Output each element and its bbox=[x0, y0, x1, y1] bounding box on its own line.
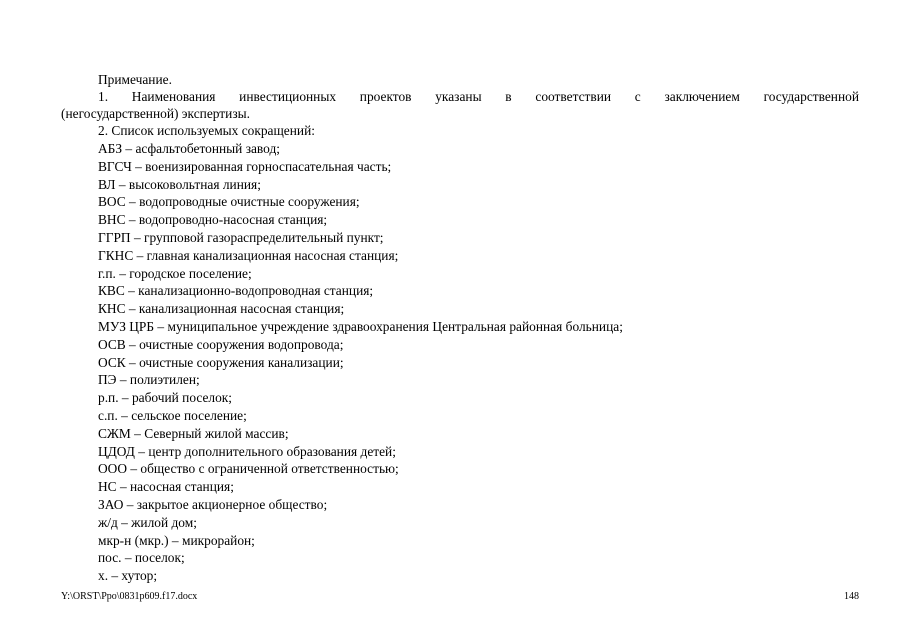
abbreviation-item: ПЭ – полиэтилен; bbox=[98, 372, 200, 388]
abbreviation-item: ОСВ – очистные сооружения водопровода; bbox=[98, 336, 344, 352]
abbreviation-item: АБЗ – асфальтобетонный завод; bbox=[98, 141, 280, 156]
abbreviation-item: ВЛ – высоковольтная линия; bbox=[98, 176, 261, 192]
abbreviation-item: ВНС – водопроводно-насосная станция; bbox=[98, 212, 328, 228]
note-item-2-heading: 2. Список используемых сокращений: bbox=[98, 123, 315, 138]
abbreviation-list bbox=[98, 140, 623, 585]
abbreviation-item: г.п. – городское поселение; bbox=[98, 265, 252, 281]
abbreviation-item: с.п. – сельское поселение; bbox=[98, 407, 247, 423]
abbreviation-item: КНС – канализационная насосная станция; bbox=[98, 301, 345, 317]
abbreviation-item: ЦДОД – центр дополнительного образования детей; bbox=[98, 443, 396, 459]
abbreviation-item: х. – хутор; bbox=[98, 568, 158, 584]
abbreviation-item: ВОС – водопроводные очистные сооружения; bbox=[98, 194, 360, 210]
abbreviation-item: ЗАО – закрытое акционерное общество; bbox=[98, 496, 328, 512]
abbreviation-item: р.п. – рабочий поселок; bbox=[98, 390, 233, 406]
note-heading: Примечание. bbox=[98, 72, 172, 87]
abbreviation-item: пос. – поселок; bbox=[98, 550, 185, 566]
abbreviation-item: мкр-н (мкр.) – микрорайон; bbox=[98, 532, 255, 548]
footer-page-number: 148 bbox=[844, 591, 859, 602]
abbreviation-item: ж/д – жилой дом; bbox=[98, 514, 197, 530]
abbreviation-item: ГКНС – главная канализационная насосная станция; bbox=[98, 247, 399, 263]
abbreviation-item: КВС – канализационно-водопроводная станция; bbox=[98, 283, 374, 299]
note-item-1-continuation: (негосударственной) экспертизы. bbox=[61, 106, 250, 121]
note-item-1-first-line: 1. Наименования инвестиционных проектов указаны в соответствии с заключением государственной bbox=[98, 89, 859, 104]
footer-file-path: Y:\ORST\Ppo\0831p609.f17.docx bbox=[61, 591, 198, 602]
abbreviation-item: ОСК – очистные сооружения канализации; bbox=[98, 354, 344, 370]
abbreviation-item: ГГРП – групповой газораспределительный пункт; bbox=[98, 229, 384, 245]
abbreviation-item: ВГСЧ – военизированная горноспасательная часть; bbox=[98, 158, 392, 174]
abbreviation-item: МУЗ ЦРБ – муниципальное учреждение здравоохранения Центральная районная больница; bbox=[98, 318, 623, 334]
abbreviation-item: ООО – общество с ограниченной ответственностью; bbox=[98, 461, 399, 477]
abbreviation-item: НС – насосная станция; bbox=[98, 479, 234, 495]
abbreviation-item: СЖМ – Северный жилой массив; bbox=[98, 425, 289, 441]
